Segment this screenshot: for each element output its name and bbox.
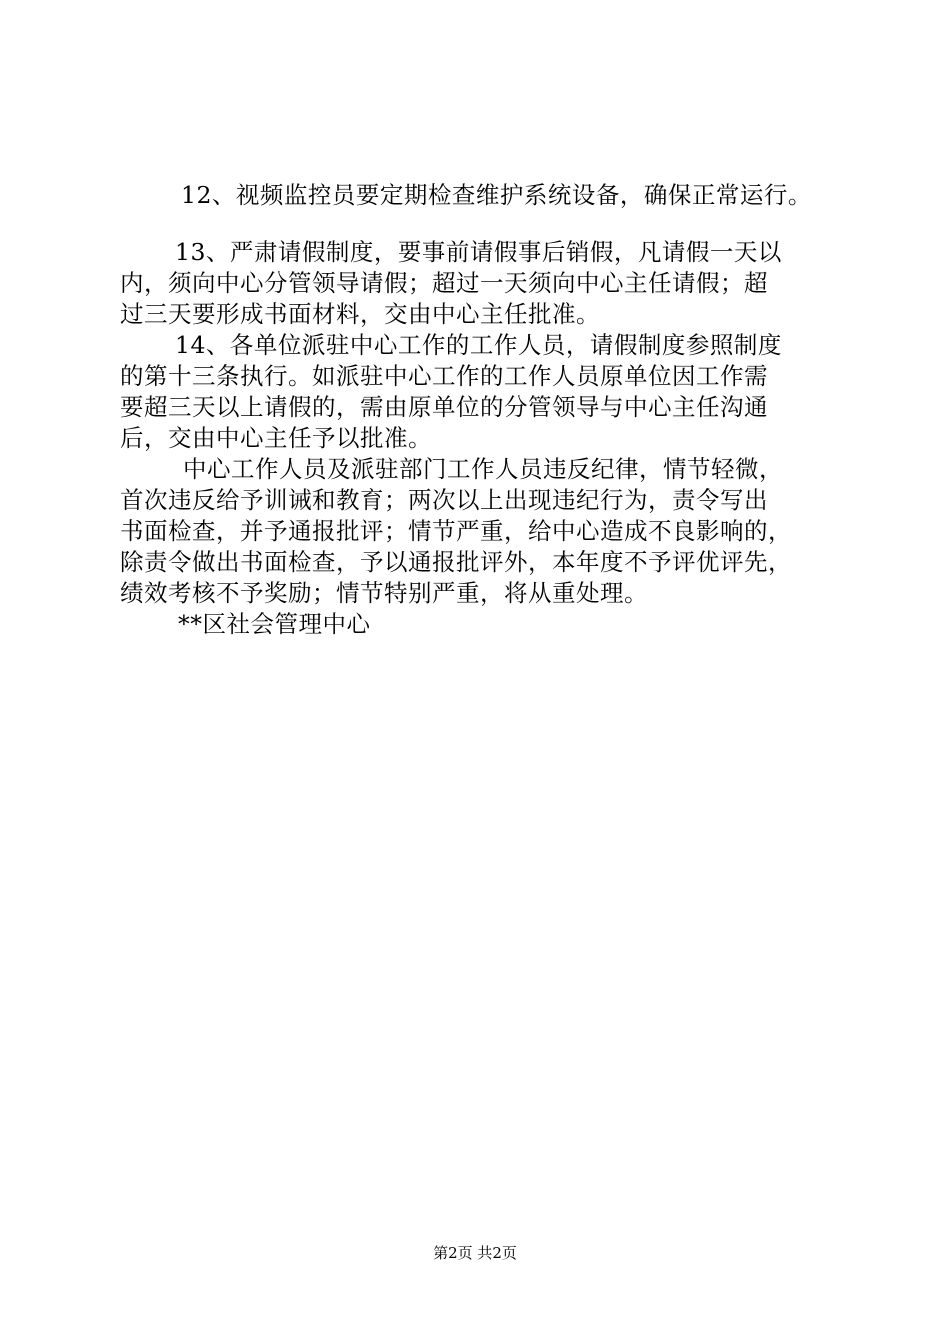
paragraph-12-line-1: 12、视频监控员要定期检查维护系统设备，确保正常运行。 [181, 181, 812, 209]
paragraph-14-line-2: 的第十三条执行。如派驻中心工作的工作人员原单位因工作需 [120, 362, 768, 390]
discipline-line-4: 除责令做出书面检查，予以通报批评外，本年度不予评优评先， [120, 548, 792, 576]
signature-organization: **区社会管理中心 [178, 610, 371, 638]
page-number-info: 第2页 共2页 [433, 1244, 517, 1262]
paragraph-14-line-3: 要超三天以上请假的，需由原单位的分管领导与中心主任沟通 [120, 393, 768, 421]
paragraph-14-line-1: 14、各单位派驻中心工作的工作人员，请假制度参照制度 [175, 331, 782, 359]
discipline-line-1: 中心工作人员及派驻部门工作人员违反纪律，情节轻微， [183, 455, 783, 483]
discipline-line-2: 首次违反给予训诫和教育；两次以上出现违纪行为，责令写出 [120, 486, 768, 514]
page-footer [0, 1243, 950, 1263]
discipline-line-3: 书面检查，并予通报批评；情节严重，给中心造成不良影响的， [120, 517, 792, 545]
paragraph-14-line-4: 后，交由中心主任予以批准。 [120, 424, 432, 452]
discipline-line-5: 绩效考核不予奖励；情节特别严重，将从重处理。 [120, 579, 648, 607]
paragraph-13-line-2: 内，须向中心分管领导请假；超过一天须向中心主任请假；超 [120, 269, 768, 297]
paragraph-13-line-3: 过三天要形成书面材料，交由中心主任批准。 [120, 300, 600, 328]
paragraph-13-line-1: 13、严肃请假制度，要事前请假事后销假，凡请假一天以 [175, 238, 782, 266]
